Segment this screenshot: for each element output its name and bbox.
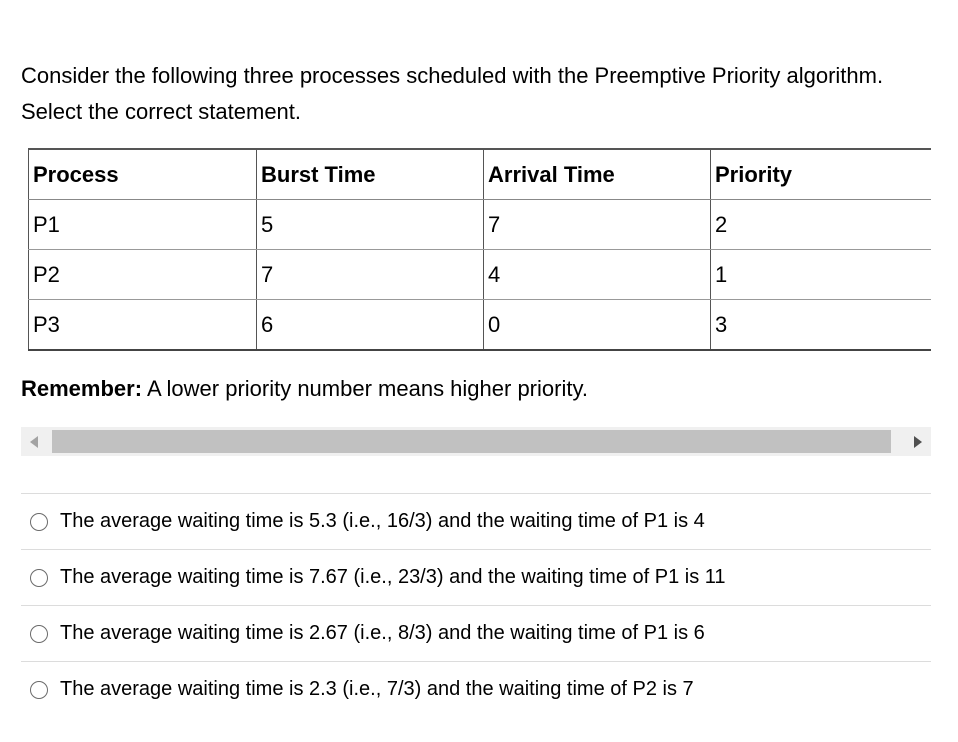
answer-option[interactable] [21, 661, 931, 717]
cell-arrival-time: 4 [484, 250, 711, 300]
cell-burst-time: 5 [257, 200, 484, 250]
answer-options [21, 493, 931, 717]
remember-note [21, 372, 588, 406]
radio-button[interactable] [30, 569, 48, 587]
radio-button[interactable] [30, 513, 48, 531]
table-row [29, 250, 932, 300]
header-priority: Priority [711, 149, 932, 200]
cell-priority: 1 [711, 250, 932, 300]
table-row [29, 200, 932, 250]
horizontal-scrollbar[interactable] [21, 427, 931, 456]
header-burst-time: Burst Time [257, 149, 484, 200]
cell-priority: 3 [711, 300, 932, 351]
scroll-right-arrow-icon[interactable] [914, 436, 922, 448]
process-table [28, 148, 931, 351]
table-row [29, 300, 932, 351]
cell-process: P2 [29, 250, 257, 300]
scrollbar-thumb[interactable] [52, 430, 891, 453]
answer-option-label[interactable]: The average waiting time is 5.3 (i.e., 16/3) and the waiting time of P1 is 4 [60, 510, 705, 532]
cell-arrival-time: 7 [484, 200, 711, 250]
table-header-row [29, 149, 932, 200]
answer-option-label[interactable]: The average waiting time is 7.67 (i.e., 23/3) and the waiting time of P1 is 11 [60, 566, 726, 588]
remember-label: Remember: [21, 376, 143, 401]
radio-button[interactable] [30, 681, 48, 699]
header-arrival-time: Arrival Time [484, 149, 711, 200]
answer-option-label[interactable]: The average waiting time is 2.67 (i.e., 8/3) and the waiting time of P1 is 6 [60, 622, 705, 644]
question-text: Consider the following three processes scheduled with the Preemptive Priority algorithm. Select the correct statement. [21, 63, 884, 124]
answer-option-label[interactable]: The average waiting time is 2.3 (i.e., 7/3) and the waiting time of P2 is 7 [60, 678, 694, 700]
cell-priority: 2 [711, 200, 932, 250]
cell-process: P1 [29, 200, 257, 250]
cell-arrival-time: 0 [484, 300, 711, 351]
cell-burst-time: 6 [257, 300, 484, 351]
answer-option[interactable] [21, 549, 931, 605]
header-process: Process [29, 149, 257, 200]
radio-button[interactable] [30, 625, 48, 643]
answer-option[interactable] [21, 493, 931, 549]
answer-option[interactable] [21, 605, 931, 661]
remember-text: A lower priority number means higher priority. [142, 376, 588, 401]
scroll-left-arrow-icon[interactable] [30, 436, 38, 448]
cell-process: P3 [29, 300, 257, 351]
cell-burst-time: 7 [257, 250, 484, 300]
